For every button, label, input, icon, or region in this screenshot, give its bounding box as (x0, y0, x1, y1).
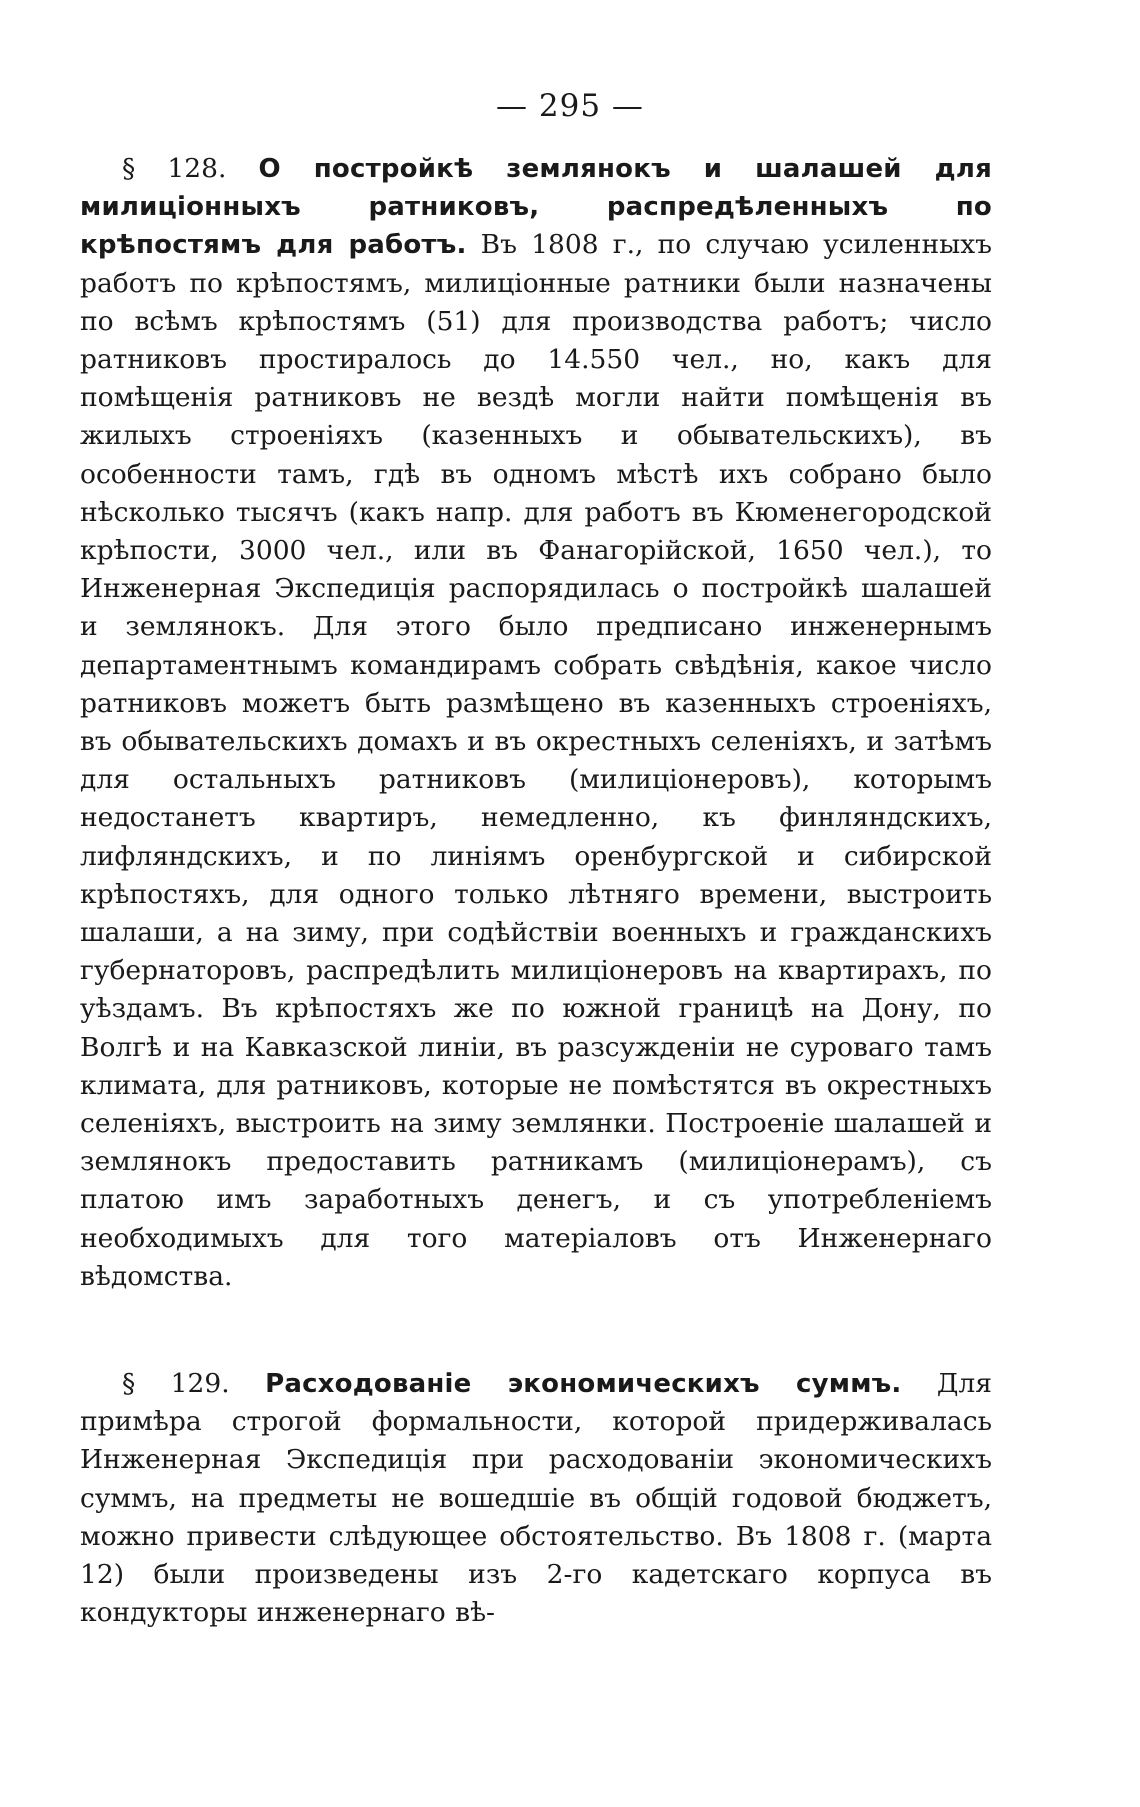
page-number: — 295 — (496, 88, 644, 124)
section-body: Для примѣра строгой формальности, которой придерживалась Инженерная Экспедиція при расходованіи экономическихъ суммъ, на предметы не вошедшіе въ общій годовой бюджетъ, можно привести слѣдующее обстоятельство. Въ 1808 г. (марта 12) были произведены изъ 2-го кадетскаго корпуса въ кондукторы инженернаго вѣ- (80, 1368, 992, 1629)
section-number: § 128. (122, 153, 227, 184)
section-title: О постройкѣ землянокъ и шалашей для милиціонныхъ ратниковъ, распредѣленныхъ по крѣпостямъ для работъ. (80, 154, 992, 261)
section-128 (80, 150, 992, 1296)
section-129 (80, 1365, 992, 1632)
section-title: Расходованіе экономическихъ суммъ. (265, 1369, 902, 1399)
section-number: § 129. (122, 1368, 230, 1399)
section-body: Въ 1808 г., по случаю усиленныхъ работъ по крѣпостямъ, милиціонные ратники были назначены по всѣмъ крѣпостямъ (51) для производства работъ; число ратниковъ простиралось до 14.550 чел., но, какъ для помѣщенія ратниковъ не вездѣ могли найти помѣщенія въ жилыхъ строеніяхъ (казенныхъ и обывательскихъ), въ особенности тамъ, гдѣ въ одномъ мѣстѣ ихъ собрано было нѣсколько тысячъ (какъ напр. для работъ въ Кюменегородской крѣпости, 3000 чел., или въ Фанагорійской, 1650 чел.), то Инженерная Экспедиція распорядилась о постройкѣ шалашей и землянокъ. Для этого было предписано инженернымъ департаментнымъ командирамъ собрать свѣдѣнія, какое число ратниковъ можетъ быть размѣщено въ казенныхъ строеніяхъ, въ обывательскихъ домахъ и въ окрестныхъ селеніяхъ, и затѣмъ для остальныхъ ратниковъ (милиціонеровъ), которымъ недостанетъ квартиръ, немедленно, къ финляндскихъ, лифляндскихъ, и по линіямъ оренбургской и сибирской крѣпостяхъ, для одного только лѣтняго времени, выстроить шалаши, а на зиму, при содѣйствіи военныхъ и гражданскихъ губернаторовъ, распредѣлить милиціонеровъ на квартирахъ, по уѣздамъ. Въ крѣпостяхъ же по южной границѣ на Дону, по Волгѣ и на Кавказской линіи, въ разсужденіи не суроваго тамъ климата, для ратниковъ, которые не помѣстятся въ окрестныхъ селеніяхъ, выстроить на зиму землянки. Построеніе шалашей и землянокъ предоставить ратникамъ (милиціонерамъ), съ платою имъ заработныхъ денегъ, и съ употребленіемъ необходимыхъ для того матеріаловъ отъ Инженернаго вѣдомства. (80, 229, 992, 1292)
